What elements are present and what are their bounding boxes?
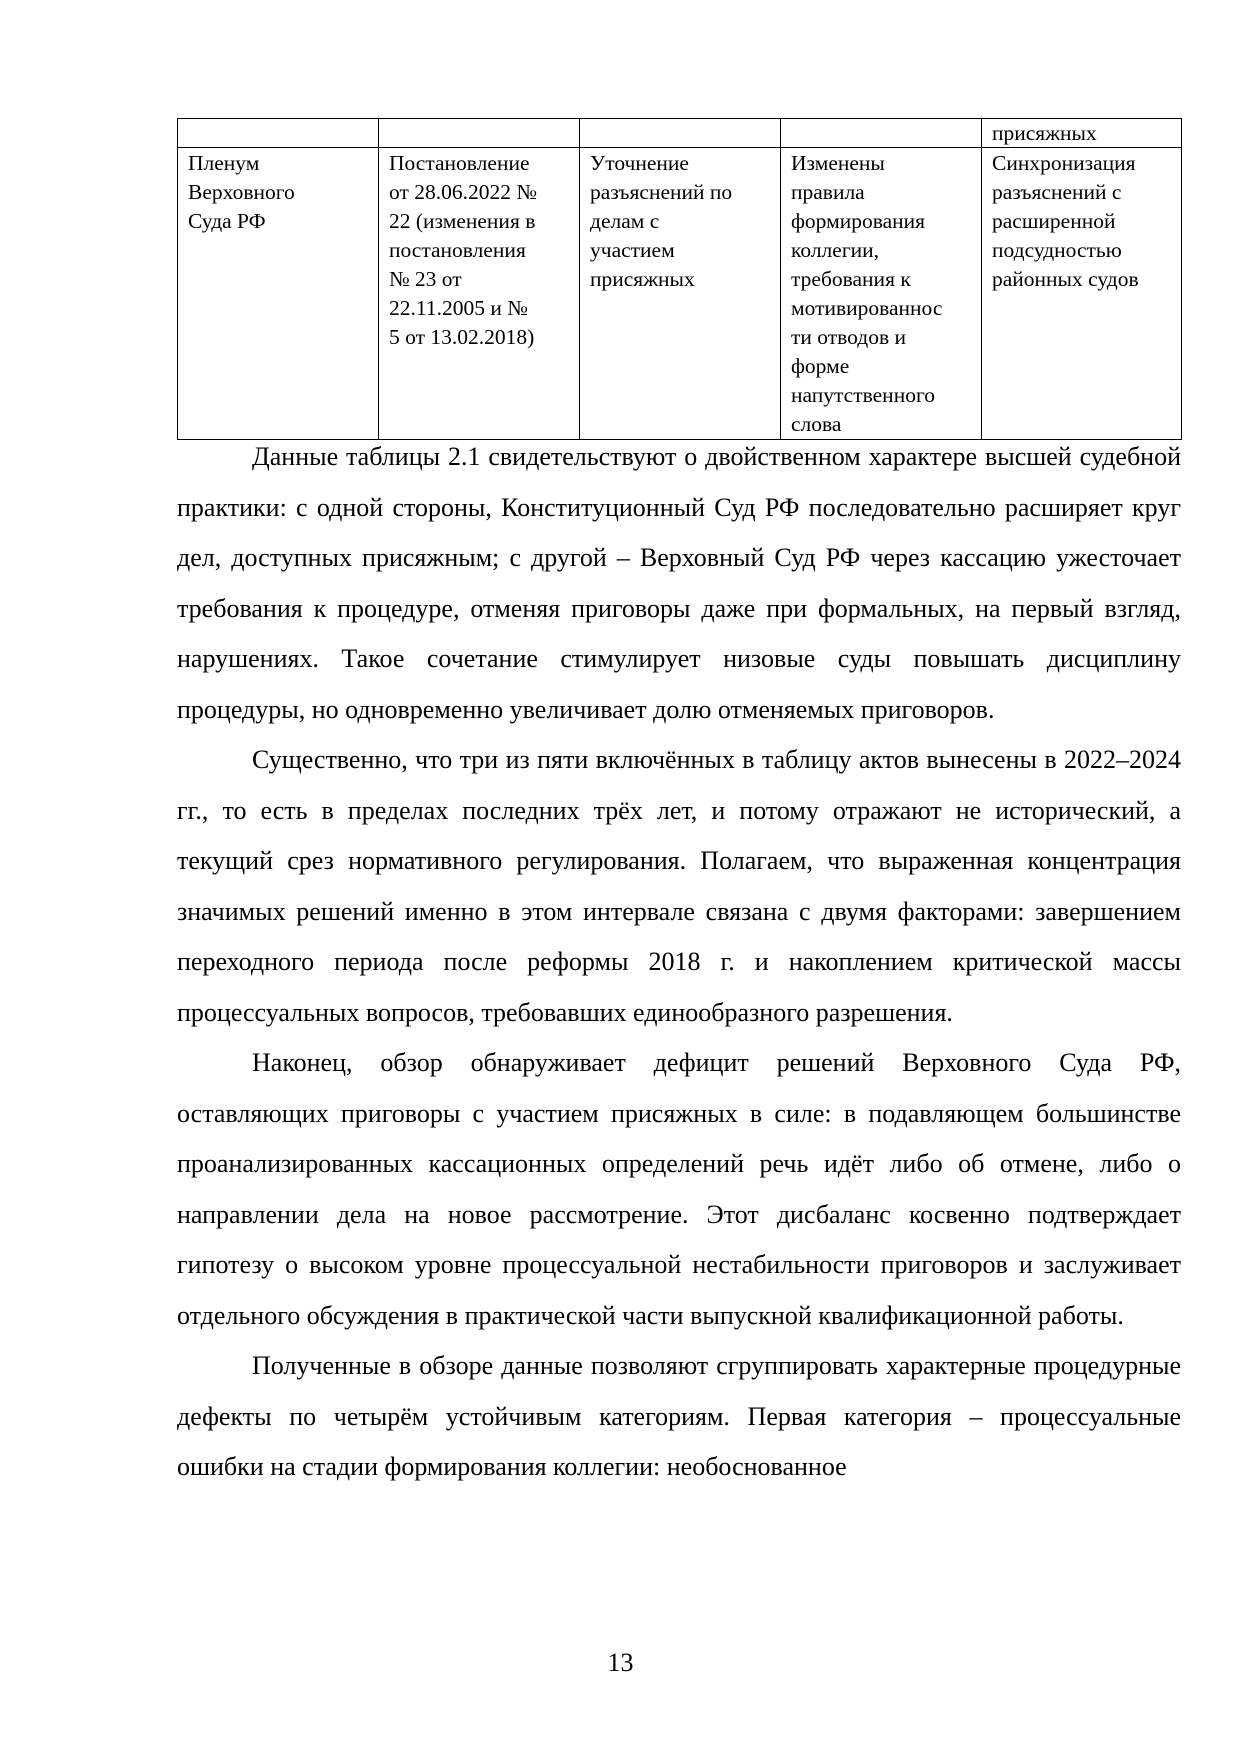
cell-subject: Уточнение разъяснений по делам с участием присяжных — [590, 151, 733, 291]
body-text — [177, 432, 1181, 1493]
table-cell — [781, 119, 982, 148]
paragraph: Наконец, обзор обнаруживает дефицит решений Верховного Суда РФ, оставляющих приговоры с участием присяжных в силе: в подавляющем большинстве проанализированных кассационных определений речь идёт либо об отмене, либо о направлении дела на новое рассмотрение. Этот дисбаланс косвенно подтверждает гипотезу о высоком уровне процессуальной нестабильности приговоров и заслуживает отдельного обсуждения в практической части выпускной квалификационной работы. — [177, 1048, 1181, 1330]
table-row — [178, 148, 1182, 440]
table-cell — [178, 119, 379, 148]
paragraph: Существенно, что три из пяти включённых в таблицу актов вынесены в 2022–2024 гг., то есть в пределах последних трёх лет, и потому отражают не исторический, а текущий срез нормативного регулирования. Полагаем, что выраженная концентрация значимых решений именно в этом интервале связана с двумя факторами: завершением переходного периода после реформы 2018 г. и накоплением критической массы процессуальных вопросов, требовавших единообразного разрешения. — [177, 745, 1181, 1027]
table-cell — [178, 148, 379, 440]
table-cell — [982, 119, 1182, 148]
page-number: 13 — [607, 1648, 634, 1677]
cell-changes: Изменены правила формирования коллегии, требования к мотивированнос ти отводов и форме напутственного слова — [791, 151, 943, 436]
table-cell — [580, 148, 781, 440]
table-cell — [781, 148, 982, 440]
table-cell — [580, 119, 781, 148]
cell-body: Пленум Верховного Суда РФ — [188, 151, 295, 233]
cell-text: присяжных — [992, 121, 1097, 145]
cell-significance: Синхронизация разъяснений с расширенной подсудностью районных судов — [992, 151, 1139, 291]
table-cell — [982, 148, 1182, 440]
acts-table — [177, 118, 1182, 440]
paragraph: Данные таблицы 2.1 свидетельствуют о двойственном характере высшей судебной практики: с одной стороны, Конституционный Суд РФ последовательно расширяет круг дел, доступных присяжным; с другой – Верховный Суд РФ через кассацию ужесточает требования к процедуре, отменяя приговоры даже при формальных, на первый взгляд, нарушениях. Такое сочетание стимулирует низовые суды повышать дисциплину процедуры, но одновременно увеличивает долю отменяемых приговоров. — [177, 442, 1181, 724]
cell-act: Постановление от 28.06.2022 № 22 (изменения в постановления № 23 от 22.11.2005 и № 5 от 13.02.2018) — [389, 151, 537, 349]
table-cell — [379, 119, 580, 148]
paragraph: Полученные в обзоре данные позволяют сгруппировать характерные процедурные дефекты по четырём устойчивым категориям. Первая категория – процессуальные ошибки на стадии формирования коллегии: необоснованное — [177, 1351, 1181, 1481]
table-row — [178, 119, 1182, 148]
table-cell — [379, 148, 580, 440]
